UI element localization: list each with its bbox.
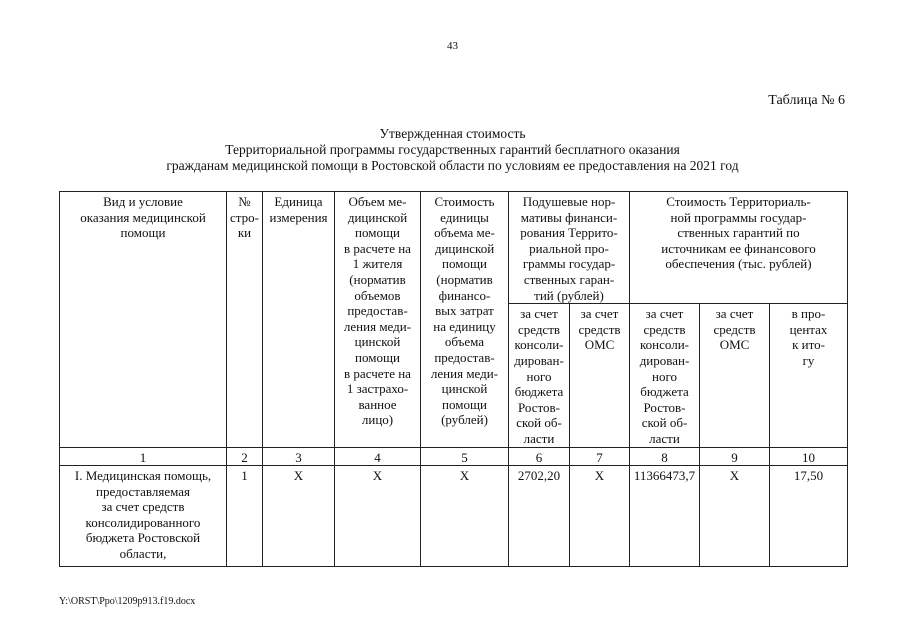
column-number: 10 bbox=[770, 447, 848, 466]
column-number: 3 bbox=[263, 447, 335, 466]
header-per-capita-oms: за счет средств ОМС bbox=[570, 304, 630, 447]
header-percent: в про- центах к ито- гу bbox=[770, 304, 848, 447]
header-cost-budget: за счет средств консоли- дирован- ного бюджета Ростов- ской об- ласти bbox=[630, 304, 700, 447]
title-line: Территориальной программы государственных гарантий бесплатного оказания bbox=[225, 142, 680, 157]
column-number-row bbox=[60, 447, 848, 466]
title-line: Утвержденная стоимость bbox=[379, 126, 526, 141]
header-per-capita-group: Подушевые нор- мативы финанси- рования Террито- риальной про- граммы государ- ственных гаран- тий (рублей) bbox=[509, 192, 630, 304]
header-cost-oms: за счет средств ОМС bbox=[700, 304, 770, 447]
table-row bbox=[60, 466, 848, 567]
column-number: 2 bbox=[227, 447, 263, 466]
header-unit-cost: Стоимость единицы объема ме- дицинской помощи (норматив финансо- вых затрат на единицу объема предостав- ления меди- цинской помощи (рублей) bbox=[421, 192, 509, 448]
column-number: 4 bbox=[335, 447, 421, 466]
column-number: 8 bbox=[630, 447, 700, 466]
column-number: 5 bbox=[421, 447, 509, 466]
row-unit-cost: Х bbox=[421, 466, 509, 567]
row-cost-budget: 11366473,7 bbox=[630, 466, 700, 567]
header-volume: Объем ме- дицинской помощи в расчете на 1 жителя (норматив объемов предостав- ления меди- цинской помощи в расчете на 1 застрахо- ванное лицо) bbox=[335, 192, 421, 448]
row-unit: Х bbox=[263, 466, 335, 567]
column-number: 6 bbox=[509, 447, 570, 466]
table-label: Таблица № 6 bbox=[768, 93, 845, 108]
row-per-capita-budget: 2702,20 bbox=[509, 466, 570, 567]
row-percent: 17,50 bbox=[770, 466, 848, 567]
header-cost-group: Стоимость Территориаль- ной программы государ- ственных гарантий по источникам ее финансового обеспечения (тыс. рублей) bbox=[630, 192, 848, 304]
row-volume: Х bbox=[335, 466, 421, 567]
row-line-number: 1 bbox=[227, 466, 263, 567]
column-number: 1 bbox=[60, 447, 227, 466]
page-number: 43 bbox=[447, 40, 458, 52]
title-line: гражданам медицинской помощи в Ростовской области по условиям ее предоставления на 2021 год bbox=[166, 158, 739, 173]
cost-table bbox=[59, 191, 848, 567]
row-cost-oms: Х bbox=[700, 466, 770, 567]
header-type-condition: Вид и условие оказания медицинской помощи bbox=[60, 192, 227, 448]
footer-file-path: Y:\ORST\Ppo\1209p913.f19.docx bbox=[59, 596, 196, 607]
row-name: I. Медицинская помощь, предоставляемая за счет средств консолидированного бюджета Ростовской области, bbox=[60, 466, 227, 567]
row-per-capita-oms: Х bbox=[570, 466, 630, 567]
header-row bbox=[60, 192, 848, 304]
document-title bbox=[0, 126, 905, 174]
header-line-number: № стро- ки bbox=[227, 192, 263, 448]
column-number: 9 bbox=[700, 447, 770, 466]
column-number: 7 bbox=[570, 447, 630, 466]
header-per-capita-budget: за счет средств консоли- дирован- ного бюджета Ростов- ской об- ласти bbox=[509, 304, 570, 447]
header-unit: Единица измерения bbox=[263, 192, 335, 448]
